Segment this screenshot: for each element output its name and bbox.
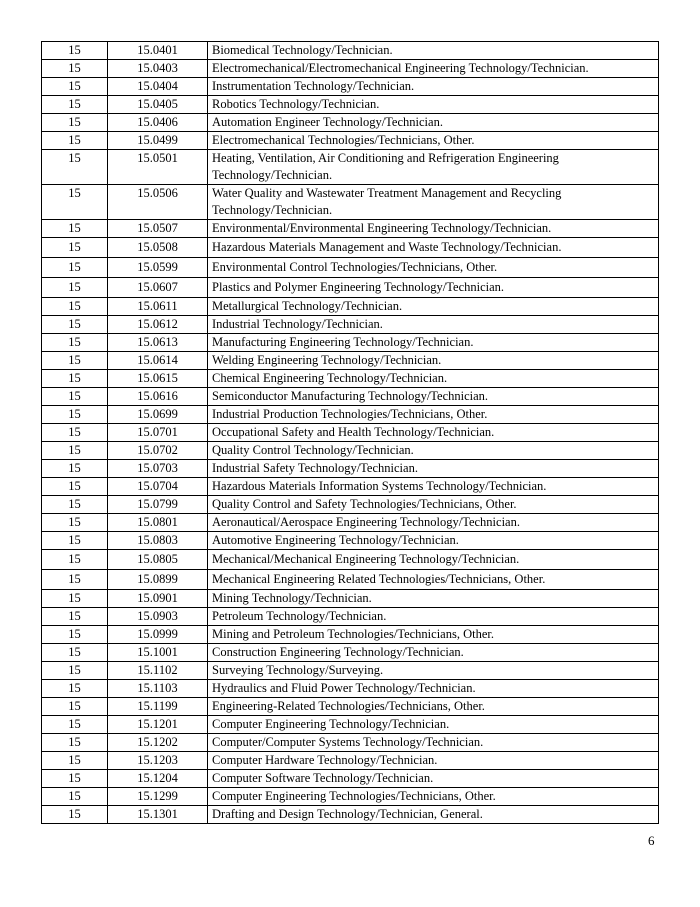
table-row — [42, 406, 659, 424]
cip-code-cell: 15.0506 — [108, 185, 208, 220]
cip-code-cell: 15.1202 — [108, 734, 208, 752]
table-row — [42, 532, 659, 550]
program-title-cell: Computer Hardware Technology/Technician. — [208, 752, 659, 770]
cip-code-cell: 15.0599 — [108, 258, 208, 278]
family-cell: 15 — [42, 406, 108, 424]
program-title-cell: Industrial Safety Technology/Technician. — [208, 460, 659, 478]
family-cell: 15 — [42, 442, 108, 460]
program-title-cell: Aeronautical/Aerospace Engineering Technology/Technician. — [208, 514, 659, 532]
program-title-cell: Heating, Ventilation, Air Conditioning and Refrigeration Engineering Technology/Technician. — [208, 150, 659, 185]
table-row — [42, 150, 659, 185]
family-cell: 15 — [42, 352, 108, 370]
program-title-cell: Metallurgical Technology/Technician. — [208, 298, 659, 316]
program-title-cell: Computer Engineering Technology/Technician. — [208, 716, 659, 734]
family-cell: 15 — [42, 514, 108, 532]
program-title-cell: Construction Engineering Technology/Technician. — [208, 644, 659, 662]
program-title-cell: Robotics Technology/Technician. — [208, 96, 659, 114]
program-title-cell: Mining Technology/Technician. — [208, 590, 659, 608]
family-cell: 15 — [42, 460, 108, 478]
cip-code-cell: 15.0801 — [108, 514, 208, 532]
family-cell: 15 — [42, 388, 108, 406]
program-title-cell: Petroleum Technology/Technician. — [208, 608, 659, 626]
program-title-cell: Mechanical/Mechanical Engineering Technology/Technician. — [208, 550, 659, 570]
cip-code-cell: 15.0507 — [108, 220, 208, 238]
family-cell: 15 — [42, 258, 108, 278]
table-body — [42, 42, 659, 824]
family-cell: 15 — [42, 78, 108, 96]
family-cell: 15 — [42, 185, 108, 220]
table-row — [42, 734, 659, 752]
family-cell: 15 — [42, 496, 108, 514]
table-row — [42, 514, 659, 532]
program-title-cell: Automotive Engineering Technology/Technician. — [208, 532, 659, 550]
cip-code-cell: 15.0404 — [108, 78, 208, 96]
table-row — [42, 716, 659, 734]
family-cell: 15 — [42, 424, 108, 442]
program-title-cell: Industrial Production Technologies/Technicians, Other. — [208, 406, 659, 424]
table-row — [42, 770, 659, 788]
table-row — [42, 370, 659, 388]
program-title-cell: Hazardous Materials Information Systems Technology/Technician. — [208, 478, 659, 496]
cip-code-cell: 15.0401 — [108, 42, 208, 60]
family-cell: 15 — [42, 298, 108, 316]
program-title-cell: Electromechanical/Electromechanical Engineering Technology/Technician. — [208, 60, 659, 78]
table-row — [42, 238, 659, 258]
family-cell: 15 — [42, 788, 108, 806]
cip-code-cell: 15.0612 — [108, 316, 208, 334]
cip-code-cell: 15.0899 — [108, 570, 208, 590]
cip-code-cell: 15.0701 — [108, 424, 208, 442]
cip-code-cell: 15.1299 — [108, 788, 208, 806]
program-title-cell: Biomedical Technology/Technician. — [208, 42, 659, 60]
program-title-cell: Plastics and Polymer Engineering Technology/Technician. — [208, 278, 659, 298]
cip-code-cell: 15.1204 — [108, 770, 208, 788]
table-row — [42, 662, 659, 680]
table-row — [42, 78, 659, 96]
family-cell: 15 — [42, 644, 108, 662]
program-title-cell: Engineering-Related Technologies/Technicians, Other. — [208, 698, 659, 716]
program-title-cell: Drafting and Design Technology/Technician, General. — [208, 806, 659, 824]
table-row — [42, 496, 659, 514]
program-title-cell: Hydraulics and Fluid Power Technology/Technician. — [208, 680, 659, 698]
cip-code-cell: 15.1203 — [108, 752, 208, 770]
program-title-cell: Instrumentation Technology/Technician. — [208, 78, 659, 96]
cip-code-cell: 15.0403 — [108, 60, 208, 78]
family-cell: 15 — [42, 278, 108, 298]
table-row — [42, 298, 659, 316]
table-row — [42, 442, 659, 460]
family-cell: 15 — [42, 96, 108, 114]
family-cell: 15 — [42, 150, 108, 185]
family-cell: 15 — [42, 60, 108, 78]
program-title-cell: Hazardous Materials Management and Waste Technology/Technician. — [208, 238, 659, 258]
table-row — [42, 258, 659, 278]
program-title-cell: Quality Control and Safety Technologies/Technicians, Other. — [208, 496, 659, 514]
program-title-cell: Mining and Petroleum Technologies/Technicians, Other. — [208, 626, 659, 644]
table-row — [42, 388, 659, 406]
table-row — [42, 334, 659, 352]
table-row — [42, 278, 659, 298]
family-cell: 15 — [42, 680, 108, 698]
cip-code-cell: 15.0805 — [108, 550, 208, 570]
family-cell: 15 — [42, 626, 108, 644]
family-cell: 15 — [42, 114, 108, 132]
table-row — [42, 460, 659, 478]
program-title-cell: Chemical Engineering Technology/Technician. — [208, 370, 659, 388]
family-cell: 15 — [42, 132, 108, 150]
family-cell: 15 — [42, 370, 108, 388]
table-row — [42, 806, 659, 824]
table-row — [42, 478, 659, 496]
cip-code-cell: 15.0799 — [108, 496, 208, 514]
program-title-cell: Welding Engineering Technology/Technician. — [208, 352, 659, 370]
cip-code-cell: 15.1001 — [108, 644, 208, 662]
family-cell: 15 — [42, 752, 108, 770]
family-cell: 15 — [42, 608, 108, 626]
table-row — [42, 570, 659, 590]
program-title-cell: Computer Engineering Technologies/Technicians, Other. — [208, 788, 659, 806]
family-cell: 15 — [42, 734, 108, 752]
table-row — [42, 316, 659, 334]
table-row — [42, 644, 659, 662]
table-row — [42, 608, 659, 626]
family-cell: 15 — [42, 662, 108, 680]
family-cell: 15 — [42, 238, 108, 258]
program-title-cell: Industrial Technology/Technician. — [208, 316, 659, 334]
table-row — [42, 42, 659, 60]
program-title-cell: Automation Engineer Technology/Technician. — [208, 114, 659, 132]
cip-code-cell: 15.0803 — [108, 532, 208, 550]
program-title-cell: Computer Software Technology/Technician. — [208, 770, 659, 788]
cip-code-cell: 15.0611 — [108, 298, 208, 316]
cip-code-cell: 15.0702 — [108, 442, 208, 460]
table-row — [42, 352, 659, 370]
cip-code-cell: 15.0613 — [108, 334, 208, 352]
cip-code-table — [41, 41, 659, 824]
table-row — [42, 132, 659, 150]
cip-code-cell: 15.0616 — [108, 388, 208, 406]
cip-code-cell: 15.0704 — [108, 478, 208, 496]
table-row — [42, 185, 659, 220]
table-row — [42, 590, 659, 608]
program-title-cell: Occupational Safety and Health Technology/Technician. — [208, 424, 659, 442]
table-row — [42, 788, 659, 806]
family-cell: 15 — [42, 550, 108, 570]
cip-code-cell: 15.0499 — [108, 132, 208, 150]
table-row — [42, 96, 659, 114]
table-row — [42, 626, 659, 644]
family-cell: 15 — [42, 590, 108, 608]
table-row — [42, 220, 659, 238]
cip-code-cell: 15.1199 — [108, 698, 208, 716]
cip-code-cell: 15.0501 — [108, 150, 208, 185]
cip-code-cell: 15.1201 — [108, 716, 208, 734]
program-title-cell: Semiconductor Manufacturing Technology/Technician. — [208, 388, 659, 406]
cip-code-cell: 15.1102 — [108, 662, 208, 680]
table-row — [42, 752, 659, 770]
program-title-cell: Environmental/Environmental Engineering Technology/Technician. — [208, 220, 659, 238]
cip-code-cell: 15.0901 — [108, 590, 208, 608]
cip-code-cell: 15.0699 — [108, 406, 208, 424]
family-cell: 15 — [42, 316, 108, 334]
cip-code-cell: 15.0607 — [108, 278, 208, 298]
cip-code-cell: 15.0999 — [108, 626, 208, 644]
program-title-cell: Mechanical Engineering Related Technologies/Technicians, Other. — [208, 570, 659, 590]
table-row — [42, 424, 659, 442]
cip-code-cell: 15.0614 — [108, 352, 208, 370]
program-title-cell: Surveying Technology/Surveying. — [208, 662, 659, 680]
family-cell: 15 — [42, 532, 108, 550]
page-number: 6 — [648, 833, 655, 848]
family-cell: 15 — [42, 220, 108, 238]
program-title-cell: Water Quality and Wastewater Treatment Management and Recycling Technology/Technician. — [208, 185, 659, 220]
table-row — [42, 60, 659, 78]
family-cell: 15 — [42, 806, 108, 824]
cip-code-cell: 15.0406 — [108, 114, 208, 132]
family-cell: 15 — [42, 698, 108, 716]
program-title-cell: Manufacturing Engineering Technology/Technician. — [208, 334, 659, 352]
cip-code-cell: 15.0405 — [108, 96, 208, 114]
program-title-cell: Environmental Control Technologies/Technicians, Other. — [208, 258, 659, 278]
cip-code-cell: 15.0508 — [108, 238, 208, 258]
program-title-cell: Electromechanical Technologies/Technicians, Other. — [208, 132, 659, 150]
cip-code-cell: 15.1103 — [108, 680, 208, 698]
cip-code-cell: 15.1301 — [108, 806, 208, 824]
family-cell: 15 — [42, 716, 108, 734]
cip-code-cell: 15.0615 — [108, 370, 208, 388]
table-row — [42, 680, 659, 698]
table-row — [42, 550, 659, 570]
table-row — [42, 698, 659, 716]
family-cell: 15 — [42, 42, 108, 60]
program-title-cell: Computer/Computer Systems Technology/Technician. — [208, 734, 659, 752]
program-title-cell: Quality Control Technology/Technician. — [208, 442, 659, 460]
cip-code-cell: 15.0703 — [108, 460, 208, 478]
family-cell: 15 — [42, 570, 108, 590]
cip-code-cell: 15.0903 — [108, 608, 208, 626]
family-cell: 15 — [42, 770, 108, 788]
table-row — [42, 114, 659, 132]
family-cell: 15 — [42, 478, 108, 496]
family-cell: 15 — [42, 334, 108, 352]
